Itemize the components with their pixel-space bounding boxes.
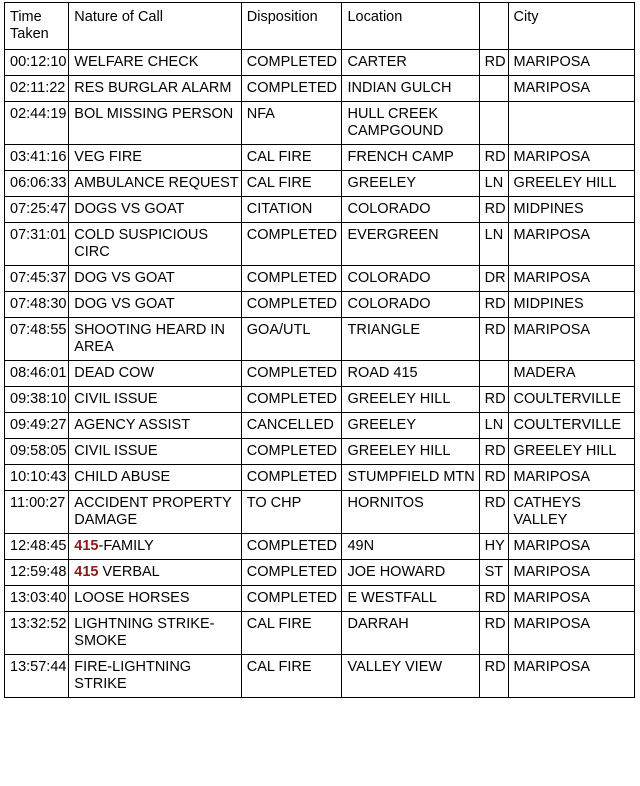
suffix-cell: LN [479,223,508,266]
suffix-cell: RD [479,586,508,612]
nature-code-highlight: 415 [74,538,99,554]
location-cell: EVERGREEN [342,223,479,266]
header-nature-of-call: Nature of Call [69,3,242,50]
disposition-cell: COMPLETED [241,266,342,292]
nature-cell [69,145,242,171]
time-cell: 10:10:43 [5,465,69,491]
time-cell: 08:46:01 [5,361,69,387]
city-cell [508,102,634,145]
nature-cell [69,361,242,387]
disposition-cell: COMPLETED [241,534,342,560]
nature-text: VERBAL [98,564,160,580]
city-cell: MARIPOSA [508,318,634,361]
header-row [5,3,635,50]
disposition-cell: COMPLETED [241,292,342,318]
suffix-cell: RD [479,292,508,318]
city-cell: MARIPOSA [508,560,634,586]
city-cell: MIDPINES [508,197,634,223]
header-disposition: Disposition [241,3,342,50]
nature-cell [69,223,242,266]
table-row [5,560,635,586]
nature-text: AGENCY ASSIST [74,417,191,433]
disposition-cell: CITATION [241,197,342,223]
table-row [5,50,635,76]
time-cell: 07:48:30 [5,292,69,318]
location-cell: E WESTFALL [342,586,479,612]
time-cell: 07:31:01 [5,223,69,266]
table-row [5,655,635,698]
time-cell: 07:45:37 [5,266,69,292]
time-cell: 11:00:27 [5,491,69,534]
header-city: City [508,3,634,50]
time-cell: 06:06:33 [5,171,69,197]
location-cell: JOE HOWARD [342,560,479,586]
nature-cell [69,76,242,102]
nature-text: LOOSE HORSES [74,590,190,606]
time-cell: 09:49:27 [5,413,69,439]
time-cell: 13:32:52 [5,612,69,655]
suffix-cell: RD [479,439,508,465]
city-cell: MARIPOSA [508,586,634,612]
table-row [5,145,635,171]
nature-cell [69,171,242,197]
disposition-cell: COMPLETED [241,439,342,465]
location-cell: TRIANGLE [342,318,479,361]
header-location: Location [342,3,479,50]
disposition-cell: COMPLETED [241,50,342,76]
location-cell: STUMPFIELD MTN [342,465,479,491]
table-row [5,439,635,465]
nature-text: DOG VS GOAT [74,296,175,312]
table-row [5,223,635,266]
time-cell: 13:03:40 [5,586,69,612]
table-row [5,76,635,102]
nature-text: DEAD COW [74,365,155,381]
time-cell: 12:48:45 [5,534,69,560]
location-cell: GREELEY [342,171,479,197]
nature-text: COLD SUSPICIOUS CIRC [74,227,213,260]
table-row [5,171,635,197]
time-cell: 09:58:05 [5,439,69,465]
nature-cell [69,50,242,76]
city-cell: MARIPOSA [508,266,634,292]
location-cell: COLORADO [342,197,479,223]
city-cell: GREELEY HILL [508,439,634,465]
location-cell: FRENCH CAMP [342,145,479,171]
location-cell: GREELEY [342,413,479,439]
nature-text: LIGHTNING STRIKE-SMOKE [74,616,215,649]
nature-text: CHILD ABUSE [74,469,171,485]
suffix-cell: RD [479,318,508,361]
nature-text: DOG VS GOAT [74,270,175,286]
nature-cell [69,318,242,361]
time-cell: 09:38:10 [5,387,69,413]
suffix-cell: RD [479,655,508,698]
city-cell: COULTERVILLE [508,413,634,439]
city-cell: COULTERVILLE [508,387,634,413]
header-suffix [479,3,508,50]
disposition-cell: COMPLETED [241,361,342,387]
table-row [5,465,635,491]
location-cell: VALLEY VIEW [342,655,479,698]
suffix-cell: RD [479,145,508,171]
suffix-cell: RD [479,50,508,76]
table-row [5,491,635,534]
suffix-cell [479,361,508,387]
table-row [5,413,635,439]
table-row [5,102,635,145]
time-cell: 03:41:16 [5,145,69,171]
suffix-cell: LN [479,413,508,439]
time-cell: 13:57:44 [5,655,69,698]
disposition-cell: COMPLETED [241,560,342,586]
disposition-cell: CANCELLED [241,413,342,439]
suffix-cell: HY [479,534,508,560]
suffix-cell: LN [479,171,508,197]
disposition-cell: COMPLETED [241,465,342,491]
nature-text: -FAMILY [98,538,154,554]
nature-cell [69,413,242,439]
city-cell: MARIPOSA [508,76,634,102]
nature-cell [69,439,242,465]
location-cell: DARRAH [342,612,479,655]
table-row [5,292,635,318]
time-cell: 07:25:47 [5,197,69,223]
suffix-cell [479,102,508,145]
nature-text: CIVIL ISSUE [74,443,158,459]
nature-cell [69,266,242,292]
city-cell: MARIPOSA [508,534,634,560]
location-cell: ROAD 415 [342,361,479,387]
disposition-cell: NFA [241,102,342,145]
table-row [5,197,635,223]
location-cell: HULL CREEK CAMPGOUND [342,102,479,145]
city-cell: CATHEYS VALLEY [508,491,634,534]
nature-code-highlight: 415 [74,564,99,580]
suffix-cell: RD [479,387,508,413]
nature-cell [69,534,242,560]
disposition-cell: CAL FIRE [241,655,342,698]
city-cell: MARIPOSA [508,223,634,266]
nature-cell [69,387,242,413]
suffix-cell: ST [479,560,508,586]
nature-text: BOL MISSING PERSON [74,106,234,122]
city-cell: GREELEY HILL [508,171,634,197]
nature-cell [69,612,242,655]
table-row [5,266,635,292]
nature-text: ACCIDENT PROPERTY DAMAGE [74,495,236,528]
location-cell: CARTER [342,50,479,76]
suffix-cell: DR [479,266,508,292]
city-cell: MARIPOSA [508,465,634,491]
disposition-cell: GOA/UTL [241,318,342,361]
time-cell: 07:48:55 [5,318,69,361]
suffix-cell: RD [479,465,508,491]
call-log-table [4,2,635,698]
nature-cell [69,197,242,223]
disposition-cell: COMPLETED [241,76,342,102]
city-cell: MARIPOSA [508,50,634,76]
nature-text: WELFARE CHECK [74,54,199,70]
disposition-cell: TO CHP [241,491,342,534]
disposition-cell: COMPLETED [241,387,342,413]
nature-text: DOGS VS GOAT [74,201,185,217]
nature-text: SHOOTING HEARD IN AREA [74,322,229,355]
call-log-container [4,2,635,698]
nature-cell [69,655,242,698]
nature-cell [69,491,242,534]
city-cell: MARIPOSA [508,145,634,171]
disposition-cell: COMPLETED [241,223,342,266]
disposition-cell: CAL FIRE [241,145,342,171]
nature-text: CIVIL ISSUE [74,391,158,407]
nature-text: FIRE-LIGHTNING STRIKE [74,659,196,692]
table-row [5,612,635,655]
header-time-taken: Time Taken [5,3,69,50]
table-row [5,534,635,560]
table-row [5,387,635,413]
city-cell: MIDPINES [508,292,634,318]
nature-cell [69,560,242,586]
table-row [5,318,635,361]
nature-text: RES BURGLAR ALARM [74,80,232,96]
nature-cell [69,102,242,145]
time-cell: 00:12:10 [5,50,69,76]
table-row [5,361,635,387]
disposition-cell: CAL FIRE [241,612,342,655]
nature-text: VEG FIRE [74,149,142,165]
location-cell: 49N [342,534,479,560]
disposition-cell: COMPLETED [241,586,342,612]
location-cell: GREELEY HILL [342,439,479,465]
disposition-cell: CAL FIRE [241,171,342,197]
nature-cell [69,586,242,612]
nature-cell [69,292,242,318]
location-cell: GREELEY HILL [342,387,479,413]
table-row [5,586,635,612]
nature-text: AMBULANCE REQUEST [74,175,239,191]
time-cell: 12:59:48 [5,560,69,586]
city-cell: MARIPOSA [508,612,634,655]
location-cell: INDIAN GULCH [342,76,479,102]
time-cell: 02:11:22 [5,76,69,102]
location-cell: COLORADO [342,266,479,292]
suffix-cell: RD [479,491,508,534]
suffix-cell: RD [479,197,508,223]
nature-cell [69,465,242,491]
location-cell: COLORADO [342,292,479,318]
city-cell: MADERA [508,361,634,387]
suffix-cell [479,76,508,102]
time-cell: 02:44:19 [5,102,69,145]
call-log-body [5,50,635,698]
city-cell: MARIPOSA [508,655,634,698]
location-cell: HORNITOS [342,491,479,534]
suffix-cell: RD [479,612,508,655]
